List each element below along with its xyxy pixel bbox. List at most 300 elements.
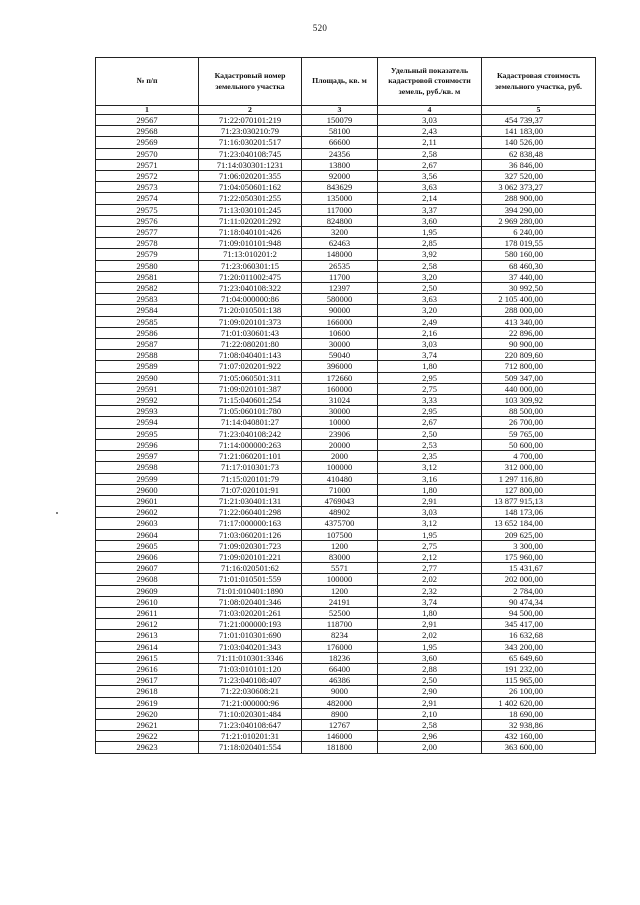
cadastral-number-cell: 71:17:010301:73 [199, 462, 302, 473]
area-cell: 824800 [302, 215, 378, 226]
cadastral-number-cell: 71:18:020401:554 [199, 742, 302, 753]
unit-value-cell: 2,14 [378, 193, 482, 204]
cadastral-number-cell: 71:05:060101:780 [199, 406, 302, 417]
row-number-cell: 29597 [96, 451, 199, 462]
cadastral-number-cell: 71:18:040101:426 [199, 227, 302, 238]
cadastral-number-cell: 71:03:020201:261 [199, 607, 302, 618]
cadastral-value-cell: 37 440,00 [482, 271, 596, 282]
area-cell: 71000 [302, 484, 378, 495]
row-number-cell: 29619 [96, 697, 199, 708]
unit-value-cell: 2,77 [378, 563, 482, 574]
cadastral-value-cell: 343 200,00 [482, 641, 596, 652]
cadastral-value-cell: 288 000,00 [482, 305, 596, 316]
table-row [96, 585, 596, 596]
area-cell: 107500 [302, 529, 378, 540]
cadastral-number-cell: 71:08:020401:346 [199, 596, 302, 607]
row-number-cell: 29600 [96, 484, 199, 495]
table-row [96, 193, 596, 204]
cadastral-number-cell: 71:01:010501:559 [199, 574, 302, 585]
cadastral-value-cell: 26 700,00 [482, 417, 596, 428]
area-cell: 66600 [302, 137, 378, 148]
row-number-cell: 29572 [96, 171, 199, 182]
table-row [96, 249, 596, 260]
unit-value-cell: 2,32 [378, 585, 482, 596]
cadastral-value-cell: 209 625,00 [482, 529, 596, 540]
table-row [96, 148, 596, 159]
area-cell: 46386 [302, 675, 378, 686]
unit-value-cell: 2,10 [378, 708, 482, 719]
row-number-cell: 29573 [96, 182, 199, 193]
table-row [96, 417, 596, 428]
table-header-row [96, 58, 596, 106]
row-number-cell: 29590 [96, 372, 199, 383]
area-cell: 8900 [302, 708, 378, 719]
cadastral-value-cell: 288 900,00 [482, 193, 596, 204]
cadastral-number-cell: 71:16:030201:517 [199, 137, 302, 148]
table-row [96, 339, 596, 350]
unit-value-cell: 2,12 [378, 551, 482, 562]
unit-value-cell: 2,11 [378, 137, 482, 148]
unit-value-cell: 1,80 [378, 484, 482, 495]
area-cell: 10000 [302, 417, 378, 428]
area-cell: 135000 [302, 193, 378, 204]
area-cell: 13800 [302, 159, 378, 170]
table-row [96, 451, 596, 462]
row-number-cell: 29569 [96, 137, 199, 148]
cadastral-value-cell: 454 739,37 [482, 115, 596, 126]
cadastral-number-cell: 71:23:040108:745 [199, 148, 302, 159]
cadastral-number-cell: 71:03:040201:343 [199, 641, 302, 652]
table-row [96, 361, 596, 372]
table-row [96, 182, 596, 193]
header-unit-value: Удельный показатель кадастровой стоимости земель, руб./кв. м [378, 58, 482, 106]
table-row [96, 294, 596, 305]
cadastral-number-cell: 71:01:010401:1890 [199, 585, 302, 596]
cadastral-value-cell: 115 965,00 [482, 675, 596, 686]
unit-value-cell: 1,95 [378, 641, 482, 652]
unit-value-cell: 2,91 [378, 495, 482, 506]
area-cell: 4769043 [302, 495, 378, 506]
row-number-cell: 29617 [96, 675, 199, 686]
area-cell: 148000 [302, 249, 378, 260]
cadastral-number-cell: 71:11:010301:3346 [199, 652, 302, 663]
unit-value-cell: 2,50 [378, 675, 482, 686]
cadastral-value-cell: 103 309,92 [482, 395, 596, 406]
cadastral-value-cell: 580 160,00 [482, 249, 596, 260]
table-body [96, 115, 596, 754]
cadastral-number-cell: 71:21:010201:31 [199, 731, 302, 742]
table-row [96, 518, 596, 529]
unit-value-cell: 2,02 [378, 630, 482, 641]
unit-value-cell: 2,91 [378, 619, 482, 630]
area-cell: 2000 [302, 451, 378, 462]
table-row [96, 439, 596, 450]
cadastral-number-cell: 71:20:010501:138 [199, 305, 302, 316]
cadastral-value-cell: 26 100,00 [482, 686, 596, 697]
row-number-cell: 29570 [96, 148, 199, 159]
cadastral-value-cell: 90 900,00 [482, 339, 596, 350]
area-cell: 90000 [302, 305, 378, 316]
table-row [96, 708, 596, 719]
cadastral-number-cell: 71:04:050601:162 [199, 182, 302, 193]
row-number-cell: 29623 [96, 742, 199, 753]
cadastral-value-table [95, 57, 596, 754]
cadastral-number-cell: 71:09:020101:387 [199, 383, 302, 394]
page-number: 520 [312, 23, 328, 33]
cadastral-number-cell: 71:17:000000:163 [199, 518, 302, 529]
area-cell: 172660 [302, 372, 378, 383]
cadastral-number-cell: 71:04:000000:86 [199, 294, 302, 305]
unit-value-cell: 2,95 [378, 372, 482, 383]
table-row [96, 171, 596, 182]
cadastral-value-cell: 94 500,00 [482, 607, 596, 618]
area-cell: 26535 [302, 260, 378, 271]
row-number-cell: 29586 [96, 327, 199, 338]
unit-value-cell: 3,20 [378, 305, 482, 316]
row-number-cell: 29581 [96, 271, 199, 282]
table-row [96, 126, 596, 137]
cadastral-value-cell: 50 600,00 [482, 439, 596, 450]
area-cell: 410480 [302, 473, 378, 484]
area-cell: 396000 [302, 361, 378, 372]
row-number-cell: 29620 [96, 708, 199, 719]
unit-value-cell: 2,49 [378, 316, 482, 327]
cadastral-value-cell: 141 183,00 [482, 126, 596, 137]
cadastral-value-cell: 30 992,50 [482, 283, 596, 294]
table-row [96, 663, 596, 674]
cadastral-number-cell: 71:23:030210:79 [199, 126, 302, 137]
row-number-cell: 29567 [96, 115, 199, 126]
row-number-cell: 29593 [96, 406, 199, 417]
table-row [96, 271, 596, 282]
cadastral-number-cell: 71:03:010101:120 [199, 663, 302, 674]
table-row [96, 406, 596, 417]
table-row [96, 473, 596, 484]
table-row [96, 540, 596, 551]
table-row [96, 731, 596, 742]
cadastral-number-cell: 71:01:030601:43 [199, 327, 302, 338]
unit-value-cell: 2,91 [378, 697, 482, 708]
table-row [96, 305, 596, 316]
row-number-cell: 29603 [96, 518, 199, 529]
area-cell: 23906 [302, 428, 378, 439]
cadastral-number-cell: 71:08:040401:143 [199, 350, 302, 361]
table-row [96, 495, 596, 506]
row-number-cell: 29607 [96, 563, 199, 574]
row-number-cell: 29608 [96, 574, 199, 585]
area-cell: 24356 [302, 148, 378, 159]
cadastral-value-cell: 127 800,00 [482, 484, 596, 495]
cadastral-number-cell: 71:01:010301:690 [199, 630, 302, 641]
row-number-cell: 29588 [96, 350, 199, 361]
cadastral-number-cell: 71:22:060401:298 [199, 507, 302, 518]
table-row [96, 372, 596, 383]
row-number-cell: 29609 [96, 585, 199, 596]
unit-value-cell: 2,67 [378, 159, 482, 170]
cadastral-value-cell: 413 340,00 [482, 316, 596, 327]
area-cell: 92000 [302, 171, 378, 182]
unit-value-cell: 3,03 [378, 507, 482, 518]
cadastral-value-cell: 202 000,00 [482, 574, 596, 585]
area-cell: 1200 [302, 585, 378, 596]
area-cell: 52500 [302, 607, 378, 618]
unit-value-cell: 2,58 [378, 260, 482, 271]
unit-value-cell: 2,00 [378, 742, 482, 753]
unit-value-cell: 3,16 [378, 473, 482, 484]
area-cell: 5571 [302, 563, 378, 574]
table-row [96, 507, 596, 518]
table-row [96, 227, 596, 238]
unit-value-cell: 3,63 [378, 294, 482, 305]
cadastral-value-cell: 15 431,67 [482, 563, 596, 574]
unit-value-cell: 3,63 [378, 182, 482, 193]
area-cell: 8234 [302, 630, 378, 641]
area-cell: 160000 [302, 383, 378, 394]
row-number-cell: 29583 [96, 294, 199, 305]
cadastral-value-cell: 22 896,00 [482, 327, 596, 338]
cadastral-number-cell: 71:21:000000:193 [199, 619, 302, 630]
area-cell: 59040 [302, 350, 378, 361]
area-cell: 12397 [302, 283, 378, 294]
row-number-cell: 29568 [96, 126, 199, 137]
cadastral-number-cell: 71:14:000000:263 [199, 439, 302, 450]
cadastral-value-cell: 432 160,00 [482, 731, 596, 742]
table-row [96, 215, 596, 226]
unit-value-cell: 1,95 [378, 227, 482, 238]
cadastral-number-cell: 71:11:020201:292 [199, 215, 302, 226]
unit-value-cell: 2,95 [378, 406, 482, 417]
row-number-cell: 29585 [96, 316, 199, 327]
header-area: Площадь, кв. м [302, 58, 378, 106]
cadastral-value-cell: 4 700,00 [482, 451, 596, 462]
unit-value-cell: 2,43 [378, 126, 482, 137]
area-cell: 482000 [302, 697, 378, 708]
cadastral-number-cell: 71:15:020101:79 [199, 473, 302, 484]
cadastral-value-cell: 1 402 620,00 [482, 697, 596, 708]
area-cell: 117000 [302, 204, 378, 215]
cadastral-number-cell: 71:23:060301:15 [199, 260, 302, 271]
table-row [96, 619, 596, 630]
row-number-cell: 29584 [96, 305, 199, 316]
unit-value-cell: 2,67 [378, 417, 482, 428]
table-row [96, 563, 596, 574]
cadastral-value-cell: 2 784,00 [482, 585, 596, 596]
cadastral-number-cell: 71:23:040108:407 [199, 675, 302, 686]
table-row [96, 574, 596, 585]
cadastral-value-cell: 3 062 373,27 [482, 182, 596, 193]
table-row [96, 630, 596, 641]
cadastral-value-cell: 13 652 184,00 [482, 518, 596, 529]
cadastral-value-cell: 16 632,68 [482, 630, 596, 641]
table-row [96, 551, 596, 562]
area-cell: 11700 [302, 271, 378, 282]
cadastral-value-cell: 2 105 400,00 [482, 294, 596, 305]
area-cell: 20000 [302, 439, 378, 450]
row-number-cell: 29589 [96, 361, 199, 372]
unit-value-cell: 3,03 [378, 339, 482, 350]
area-cell: 30000 [302, 406, 378, 417]
unit-value-cell: 2,88 [378, 663, 482, 674]
unit-value-cell: 2,85 [378, 238, 482, 249]
cadastral-number-cell: 71:15:040601:254 [199, 395, 302, 406]
cadastral-number-cell: 71:14:030301:1231 [199, 159, 302, 170]
cadastral-number-cell: 71:09:010101:948 [199, 238, 302, 249]
unit-value-cell: 2,75 [378, 540, 482, 551]
row-number-cell: 29578 [96, 238, 199, 249]
unit-value-cell: 3,12 [378, 518, 482, 529]
area-cell: 12767 [302, 719, 378, 730]
unit-value-cell: 2,50 [378, 428, 482, 439]
header-cadastral-number: Кадастровый номер земельного участка [199, 58, 302, 106]
row-number-cell: 29579 [96, 249, 199, 260]
cadastral-value-cell: 36 846,00 [482, 159, 596, 170]
column-number: 1 [96, 106, 199, 115]
unit-value-cell: 2,75 [378, 383, 482, 394]
row-number-cell: 29594 [96, 417, 199, 428]
row-number-cell: 29621 [96, 719, 199, 730]
cadastral-value-cell: 178 019,55 [482, 238, 596, 249]
cadastral-value-cell: 6 240,00 [482, 227, 596, 238]
cadastral-number-cell: 71:07:020201:922 [199, 361, 302, 372]
area-cell: 62463 [302, 238, 378, 249]
row-number-cell: 29571 [96, 159, 199, 170]
table-row [96, 462, 596, 473]
cadastral-number-cell: 71:23:040108:322 [199, 283, 302, 294]
row-number-cell: 29622 [96, 731, 199, 742]
cadastral-value-cell: 13 877 915,13 [482, 495, 596, 506]
header-cadastral-value: Кадастровая стоимость земельного участка, руб. [482, 58, 596, 106]
cadastral-number-cell: 71:20:011002:475 [199, 271, 302, 282]
table-row [96, 596, 596, 607]
column-number: 3 [302, 106, 378, 115]
cadastral-number-cell: 71:03:060201:126 [199, 529, 302, 540]
area-cell: 9000 [302, 686, 378, 697]
cadastral-number-cell: 71:07:020101:91 [199, 484, 302, 495]
table-row [96, 137, 596, 148]
cadastral-value-cell: 88 500,00 [482, 406, 596, 417]
unit-value-cell: 2,50 [378, 283, 482, 294]
area-cell: 58100 [302, 126, 378, 137]
cadastral-number-cell: 71:22:080201:80 [199, 339, 302, 350]
table-row [96, 675, 596, 686]
table-row [96, 238, 596, 249]
cadastral-value-cell: 68 460,30 [482, 260, 596, 271]
cadastral-value-cell: 32 938,86 [482, 719, 596, 730]
table-row [96, 742, 596, 753]
row-number-cell: 29595 [96, 428, 199, 439]
row-number-cell: 29616 [96, 663, 199, 674]
area-cell: 843629 [302, 182, 378, 193]
unit-value-cell: 1,80 [378, 361, 482, 372]
cadastral-number-cell: 71:23:040108:242 [199, 428, 302, 439]
cadastral-number-cell: 71:21:000000:96 [199, 697, 302, 708]
unit-value-cell: 3,92 [378, 249, 482, 260]
row-number-cell: 29614 [96, 641, 199, 652]
cadastral-number-cell: 71:09:020101:221 [199, 551, 302, 562]
cadastral-value-cell: 2 969 280,00 [482, 215, 596, 226]
cadastral-value-cell: 363 600,00 [482, 742, 596, 753]
cadastral-value-cell: 148 173,06 [482, 507, 596, 518]
cadastral-value-cell: 394 290,00 [482, 204, 596, 215]
row-number-cell: 29580 [96, 260, 199, 271]
unit-value-cell: 2,58 [378, 719, 482, 730]
cadastral-value-cell: 220 809,60 [482, 350, 596, 361]
row-number-cell: 29599 [96, 473, 199, 484]
row-number-cell: 29615 [96, 652, 199, 663]
unit-value-cell: 2,90 [378, 686, 482, 697]
table-row [96, 159, 596, 170]
unit-value-cell: 3,33 [378, 395, 482, 406]
table-row [96, 316, 596, 327]
cadastral-value-cell: 59 765,00 [482, 428, 596, 439]
cadastral-value-cell: 175 960,00 [482, 551, 596, 562]
row-number-cell: 29574 [96, 193, 199, 204]
row-number-cell: 29612 [96, 619, 199, 630]
cadastral-number-cell: 71:23:040108:647 [199, 719, 302, 730]
unit-value-cell: 2,96 [378, 731, 482, 742]
table-row [96, 607, 596, 618]
area-cell: 100000 [302, 462, 378, 473]
table-row [96, 260, 596, 271]
row-number-cell: 29613 [96, 630, 199, 641]
cadastral-number-cell: 71:14:040801:27 [199, 417, 302, 428]
cadastral-number-cell: 71:09:020301:723 [199, 540, 302, 551]
cadastral-value-cell: 327 520,00 [482, 171, 596, 182]
cadastral-number-cell: 71:16:020501:62 [199, 563, 302, 574]
row-number-cell: 29610 [96, 596, 199, 607]
row-number-cell: 29575 [96, 204, 199, 215]
unit-value-cell: 3,74 [378, 596, 482, 607]
cadastral-value-cell: 140 526,00 [482, 137, 596, 148]
row-number-cell: 29604 [96, 529, 199, 540]
area-cell: 83000 [302, 551, 378, 562]
cadastral-value-cell: 62 838,48 [482, 148, 596, 159]
unit-value-cell: 3,60 [378, 215, 482, 226]
table-row [96, 115, 596, 126]
row-number-cell: 29601 [96, 495, 199, 506]
area-cell: 10600 [302, 327, 378, 338]
area-cell: 18236 [302, 652, 378, 663]
unit-value-cell: 3,60 [378, 652, 482, 663]
table-row [96, 652, 596, 663]
unit-value-cell: 3,03 [378, 115, 482, 126]
table-row [96, 686, 596, 697]
cadastral-value-cell: 312 000,00 [482, 462, 596, 473]
cadastral-number-cell: 71:13:030101:245 [199, 204, 302, 215]
area-cell: 30000 [302, 339, 378, 350]
table-row [96, 641, 596, 652]
unit-value-cell: 1,95 [378, 529, 482, 540]
row-number-cell: 29576 [96, 215, 199, 226]
cadastral-value-cell: 440 000,00 [482, 383, 596, 394]
area-cell: 181800 [302, 742, 378, 753]
cadastral-value-cell: 90 474,34 [482, 596, 596, 607]
unit-value-cell: 2,53 [378, 439, 482, 450]
cadastral-number-cell: 71:21:060201:101 [199, 451, 302, 462]
area-cell: 176000 [302, 641, 378, 652]
cadastral-number-cell: 71:21:030401:131 [199, 495, 302, 506]
unit-value-cell: 2,35 [378, 451, 482, 462]
row-number-cell: 29598 [96, 462, 199, 473]
cadastral-value-cell: 509 347,00 [482, 372, 596, 383]
cadastral-number-cell: 71:05:060501:311 [199, 372, 302, 383]
cadastral-number-cell: 71:22:050301:255 [199, 193, 302, 204]
unit-value-cell: 3,12 [378, 462, 482, 473]
table-row [96, 204, 596, 215]
cadastral-number-cell: 71:22:030608:21 [199, 686, 302, 697]
area-cell: 66400 [302, 663, 378, 674]
scan-speck [56, 512, 58, 514]
